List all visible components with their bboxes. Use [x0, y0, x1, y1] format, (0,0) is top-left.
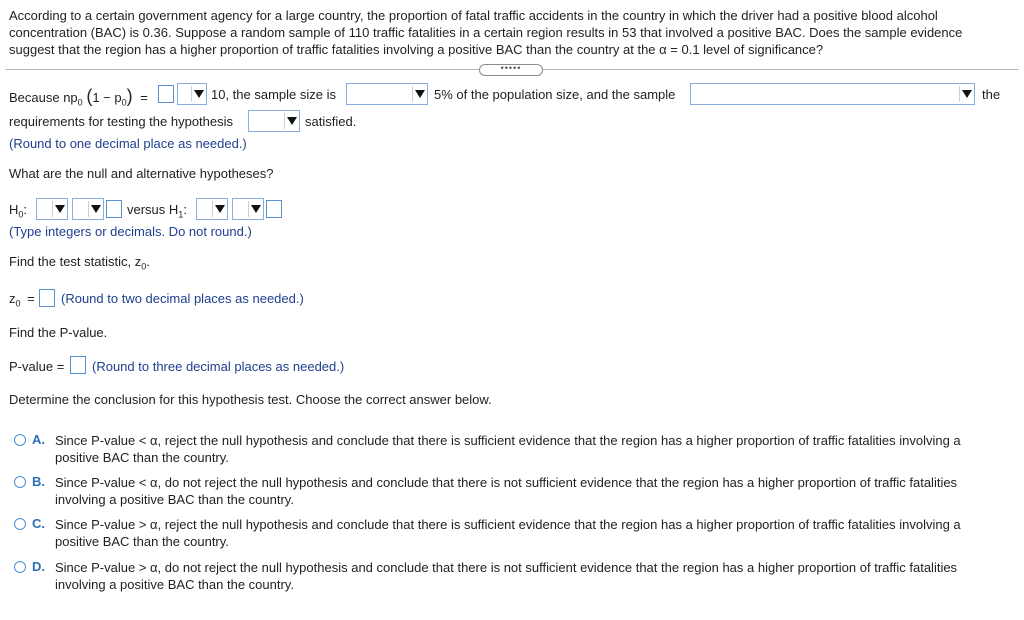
npq-comparison-dropdown[interactable] [177, 83, 207, 105]
option-d-radio[interactable] [14, 561, 26, 573]
pvalue-hint: (Round to three decimal places as needed.) [92, 359, 345, 374]
option-d-text[interactable]: Since P-value > α, do not reject the null hypothesis and conclude that there is not sufficient evidence that the region has a higher proportion of traffic fatalities involving a positive BAC than the country. [55, 560, 958, 592]
npq-value-input[interactable] [158, 85, 174, 103]
h0-letter: H [9, 202, 19, 217]
h0-operator-dropdown[interactable] [72, 198, 104, 220]
hypotheses-question: What are the null and alternative hypotheses? [9, 166, 274, 181]
z0-hint: (Round to two decimal places as needed.) [61, 291, 304, 306]
versus-h1-label [127, 202, 187, 220]
paren-open: ( [86, 86, 93, 106]
the-text: the [982, 87, 1001, 102]
sample-size-dropdown[interactable] [346, 83, 428, 105]
chevron-down-icon [412, 86, 425, 102]
chevron-down-icon [88, 201, 101, 217]
z-letter: z [9, 291, 16, 306]
option-b-text[interactable]: Since P-value < α, do not reject the null hypothesis and conclude that there is not sufficient evidence that the region has a higher proportion of traffic fatalities involving a positive BAC than the country. [55, 475, 958, 507]
z-subscript: 0 [15, 298, 21, 309]
versus-text: versus H [127, 202, 179, 217]
because-text: Because np [9, 90, 78, 105]
h0-label [9, 202, 27, 220]
z-equals: = [27, 291, 35, 306]
conclusion-question: Determine the conclusion for this hypothesis test. Choose the correct answer below. [9, 392, 492, 407]
requirements-text: requirements for testing the hypothesis [9, 114, 234, 129]
five-percent-text: 5% of the population size, and the sample [434, 87, 676, 102]
chevron-down-icon [284, 113, 297, 129]
option-a-letter: A. [32, 432, 45, 447]
h0-parameter-dropdown[interactable] [36, 198, 68, 220]
paren-close: ) [126, 86, 133, 106]
h1-parameter-dropdown[interactable] [196, 198, 228, 220]
option-a-text[interactable]: Since P-value < α, reject the null hypothesis and conclude that there is sufficient evidence that the region has a higher proportion of traffic fatalities involving a positive BAC than the country. [55, 433, 961, 465]
h1-value-input[interactable] [266, 200, 282, 218]
option-a-radio[interactable] [14, 434, 26, 446]
chevron-down-icon [248, 201, 261, 217]
h1-subscript: 1 [178, 209, 184, 220]
chevron-down-icon [52, 201, 65, 217]
pvalue-input[interactable] [70, 356, 86, 374]
p0-subscript-2: 0 [121, 97, 127, 108]
h0-value-input[interactable] [106, 200, 122, 218]
h0-subscript: 0 [18, 209, 24, 220]
round-hint-1: (Round to one decimal place as needed.) [9, 136, 247, 151]
satisfied-text: satisfied. [305, 114, 357, 129]
pvalue-question: Find the P-value. [9, 325, 108, 340]
one-minus-p: 1 − p [92, 90, 122, 105]
option-b-radio[interactable] [14, 476, 26, 488]
equals-sign: = [140, 90, 148, 105]
question-text: According to a certain government agency for a large country, the proportion of fatal traffic accidents in the country in which the driver had a positive blood alcohol concentration (BAC) is 0.36. Suppose a random sample of 110 traffic fatalities in a certain region results in 53 that involved a positive BAC. Does the sample evidence suggest that the region has a higher proportion of traffic fatalities involving a positive BAC than the country at the α = 0.1 level of significance? [9, 8, 963, 57]
test-stat-text: Find the test statistic, z [9, 254, 142, 269]
np-expression [9, 87, 148, 112]
pvalue-label: P-value = [9, 359, 65, 374]
test-stat-period: . [146, 254, 150, 269]
option-c-radio[interactable] [14, 518, 26, 530]
h1-operator-dropdown[interactable] [232, 198, 264, 220]
test-stat-question [9, 254, 150, 272]
option-b-letter: B. [32, 474, 45, 489]
option-d-letter: D. [32, 559, 45, 574]
h1-colon: : [183, 202, 187, 217]
z0-input[interactable] [39, 289, 55, 307]
ten-text: 10, the sample size is [211, 87, 337, 102]
option-c-text[interactable]: Since P-value > α, reject the null hypothesis and conclude that there is sufficient evidence that the region has a higher proportion of traffic fatalities involving a positive BAC than the country. [55, 517, 961, 549]
test-stat-subscript: 0 [141, 261, 147, 272]
p0-subscript: 0 [77, 97, 83, 108]
chevron-down-icon [959, 86, 972, 102]
satisfied-dropdown[interactable] [248, 110, 300, 132]
z0-label [9, 291, 35, 309]
chevron-down-icon [212, 201, 225, 217]
sample-dropdown[interactable] [690, 83, 975, 105]
option-c-letter: C. [32, 516, 45, 531]
hypotheses-hint: (Type integers or decimals. Do not round.) [9, 224, 252, 239]
h0-colon: : [23, 202, 28, 217]
chevron-down-icon [191, 86, 204, 102]
expand-button[interactable]: ••••• [479, 64, 543, 76]
